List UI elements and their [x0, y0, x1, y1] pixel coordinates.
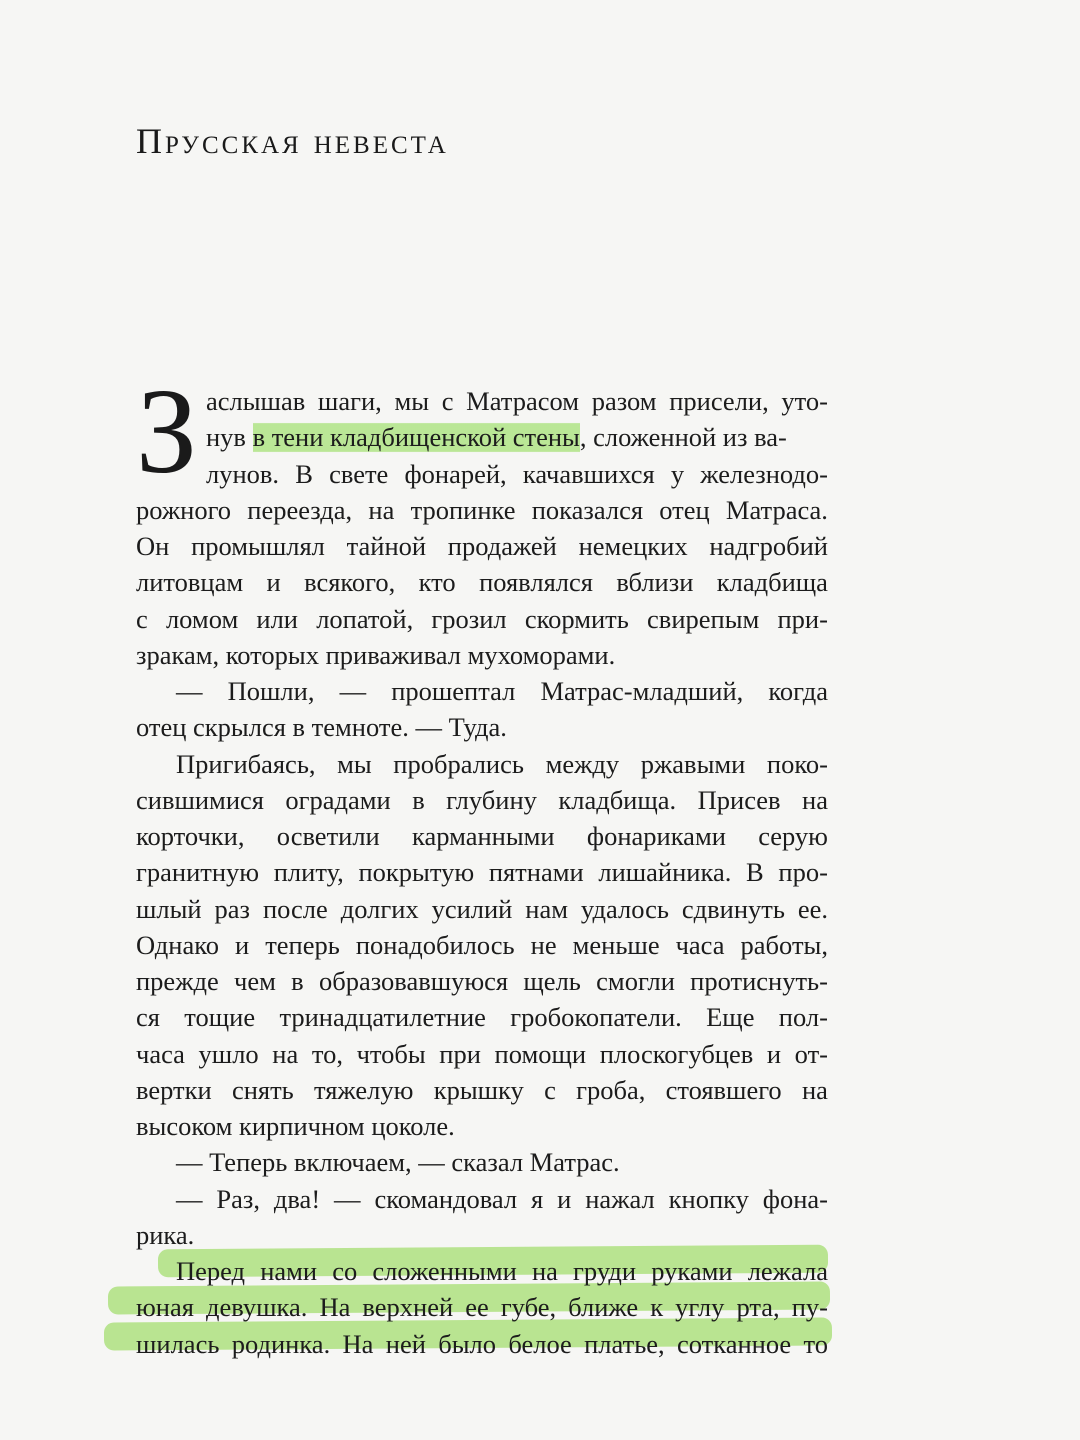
word: покрытую [358, 857, 475, 888]
word: свирепым [647, 603, 760, 634]
text-line [136, 492, 828, 528]
text-line [136, 1108, 828, 1144]
word: Еще [706, 1002, 755, 1033]
word: работы, [740, 929, 828, 960]
text-line [136, 456, 828, 492]
word: между [545, 748, 620, 779]
word: углу [675, 1292, 725, 1323]
word: то, [311, 1038, 343, 1069]
word: сложенными [372, 1256, 517, 1286]
word: часа [136, 1038, 185, 1069]
word: юная [136, 1292, 194, 1323]
word: на [368, 494, 395, 525]
word: часа [675, 929, 725, 960]
word: с [544, 1074, 556, 1105]
text-line [136, 746, 828, 782]
word: — [176, 1183, 203, 1214]
word: сотканное [677, 1328, 792, 1359]
word: два! [273, 1183, 321, 1214]
word: Перед [176, 1256, 246, 1286]
word: с [136, 603, 148, 634]
word: аслышав [206, 386, 306, 416]
word: Он [136, 531, 170, 561]
word: грозил [431, 603, 507, 634]
word: усилий [431, 893, 513, 924]
word: шлый [136, 893, 202, 924]
text-line [136, 854, 828, 890]
word: было [438, 1328, 496, 1359]
word: пятнами [488, 857, 584, 888]
text-line [136, 1253, 828, 1289]
text-line [136, 564, 828, 600]
word: при [439, 1038, 481, 1069]
word: ся [136, 1002, 160, 1033]
word: пу- [791, 1292, 828, 1323]
text-line [136, 383, 828, 419]
word: железнодо- [700, 458, 828, 489]
word: немецких [578, 531, 688, 561]
word: продажей [447, 531, 557, 561]
text-line [136, 927, 828, 963]
word: свете [329, 458, 389, 489]
word: — [334, 1183, 361, 1214]
text-line [136, 999, 828, 1035]
highlighted-text: в тени кладбищенской стены [253, 419, 580, 455]
word: понадобилось [355, 929, 515, 960]
word: в [412, 784, 425, 815]
word: Пригибаясь, [176, 748, 316, 779]
word: или [256, 603, 298, 634]
text-line [136, 1072, 828, 1108]
word: карманными [412, 821, 555, 851]
text-line [136, 963, 828, 999]
word: помощи [494, 1038, 587, 1069]
word: скормить [524, 603, 629, 634]
word: белое [508, 1328, 572, 1359]
word: рожного [136, 494, 232, 525]
word: глубину [446, 784, 537, 815]
word: на [801, 1074, 828, 1105]
word: тощие [184, 1002, 256, 1033]
text-line [136, 673, 828, 709]
text-line [136, 1326, 828, 1362]
drop-cap: З [136, 364, 198, 499]
text-segment: рика. [136, 1219, 195, 1250]
text-line [136, 1289, 828, 1325]
word: кладбища [716, 567, 828, 598]
word: и [266, 567, 281, 598]
text-line [136, 419, 828, 455]
word: и [235, 929, 250, 960]
word: В [746, 857, 764, 888]
word: появлялся [479, 567, 593, 598]
word: Однако [136, 929, 219, 960]
word: прошептал [391, 676, 516, 706]
word: в [291, 966, 304, 996]
text-line [136, 782, 828, 818]
word: надгробий [709, 531, 828, 561]
word: пробрались [393, 748, 524, 779]
word: руками [651, 1256, 733, 1286]
word: ломом [165, 603, 239, 634]
word: платье, [584, 1328, 665, 1359]
word: — [339, 676, 367, 706]
word: со [332, 1256, 358, 1286]
word: то [803, 1328, 828, 1359]
word: тропинке [410, 494, 516, 525]
word: шилась [136, 1328, 220, 1359]
word: — [176, 676, 203, 706]
text-segment: высоком кирпичном цоколе. [136, 1111, 455, 1141]
word: когда [768, 676, 828, 706]
word: переезда, [247, 494, 353, 525]
word: осветили [276, 821, 380, 851]
text-line [136, 1036, 828, 1072]
word: тяжелую [314, 1074, 414, 1105]
word: про- [778, 857, 828, 888]
text-line [136, 709, 828, 745]
word: Матраса. [725, 494, 828, 525]
word: серую [758, 821, 828, 851]
word: на [802, 784, 828, 815]
word: протиснуть- [690, 966, 828, 996]
text-segment: нув [206, 422, 253, 453]
word: я [531, 1183, 544, 1214]
word: девушка. [206, 1292, 308, 1323]
word: уто- [781, 386, 828, 416]
word: долгих [340, 893, 419, 924]
word: На [319, 1292, 351, 1323]
word: щель [523, 966, 581, 996]
word: Матрас-младший, [540, 676, 744, 706]
word: крышку [433, 1074, 524, 1105]
word: после [262, 893, 328, 924]
text-segment: отец скрылся в темноте. — Туда. [136, 712, 507, 743]
word: фона- [762, 1183, 828, 1214]
word: и [766, 1038, 782, 1069]
word: скомандовал [374, 1183, 518, 1214]
word: мы [337, 748, 372, 779]
word: кнопку [668, 1183, 749, 1214]
word: качавшихся [522, 458, 655, 489]
word: сдвинуть [681, 893, 785, 924]
word: ушло [198, 1038, 259, 1069]
word: лишайника. [598, 857, 732, 888]
text-line [136, 1217, 828, 1253]
word: вблизи [616, 567, 694, 598]
word: кладбища. [558, 784, 677, 815]
word: промышлял [191, 531, 325, 561]
word: не [530, 929, 557, 960]
word: раз [214, 893, 251, 924]
word: кто [418, 567, 456, 598]
word: разом [591, 386, 657, 416]
word: к [650, 1292, 664, 1323]
text-segment: , сложенной из ва- [579, 422, 787, 453]
word: На [342, 1328, 374, 1359]
word: нам [525, 893, 568, 924]
text-line [136, 891, 828, 927]
word: гробокопатели. [510, 1002, 682, 1033]
word: шаги, [317, 386, 382, 416]
word: нами [260, 1256, 318, 1286]
word: теперь [265, 929, 340, 960]
word: литовцам [136, 567, 244, 598]
word: прежде [136, 966, 219, 996]
word: всякого, [304, 567, 396, 598]
word: чтобы [356, 1038, 426, 1069]
word: при- [777, 603, 828, 634]
text-line [136, 528, 828, 564]
word: у [670, 458, 685, 489]
word: образовавшуюся [318, 966, 509, 996]
word: рта, [736, 1292, 780, 1323]
word: снять [231, 1074, 294, 1105]
word: Матрасом [466, 386, 580, 416]
word: груди [573, 1256, 637, 1286]
word: Присев [697, 784, 781, 815]
word: Пошли, [227, 676, 315, 706]
word: и [557, 1183, 572, 1214]
word: сившимися [136, 784, 264, 815]
word: плиту, [273, 857, 344, 888]
word: корточки, [136, 821, 245, 851]
body-text [136, 383, 828, 1362]
word: вертки [136, 1074, 212, 1105]
text-line [136, 818, 828, 854]
text-segment: зракам, которых приваживал мухоморами. [136, 639, 616, 670]
word: верхней [362, 1292, 454, 1323]
text-line [136, 1144, 828, 1180]
word: В [295, 458, 313, 489]
word: ее. [797, 893, 828, 924]
word: меньше [572, 929, 660, 960]
word: смогли [596, 966, 675, 996]
text-line [136, 637, 828, 673]
word: стоявшего [665, 1074, 782, 1105]
word: родинка. [231, 1328, 331, 1359]
word: нажал [585, 1183, 655, 1214]
word: плоскогубцев [599, 1038, 754, 1069]
word: ближе [568, 1292, 639, 1323]
word: чем [234, 966, 276, 996]
text-segment: — Теперь включаем, — сказал Матрас. [176, 1147, 620, 1178]
word: гроба, [576, 1074, 646, 1105]
chapter-title: Прусская невеста [136, 121, 449, 161]
word: показался [531, 494, 644, 525]
word: на [272, 1038, 299, 1069]
word: ней [385, 1328, 426, 1359]
word: лопатой, [316, 603, 414, 634]
word: лунов. [206, 458, 280, 489]
word: тринадцатилетние [279, 1002, 486, 1033]
word: пол- [778, 1002, 828, 1033]
word: на [531, 1256, 558, 1286]
word: Раз, [216, 1183, 260, 1214]
word: ржавыми [640, 748, 746, 779]
word: губе, [500, 1292, 557, 1323]
word: поко- [766, 748, 828, 779]
word: лежала [747, 1256, 828, 1286]
text-line [136, 601, 828, 637]
word: присели, [669, 386, 769, 416]
word: с [441, 386, 454, 416]
word: гранитную [136, 857, 260, 888]
word: фонариками [586, 821, 726, 851]
word: мы [394, 386, 430, 416]
word: от- [794, 1038, 828, 1069]
word: оградами [285, 784, 391, 815]
word: отец [659, 494, 710, 525]
word: тайной [346, 531, 427, 561]
word: фонарей, [404, 458, 507, 489]
word: удалось [580, 893, 669, 924]
text-line [136, 1181, 828, 1217]
word: ее [465, 1292, 489, 1323]
